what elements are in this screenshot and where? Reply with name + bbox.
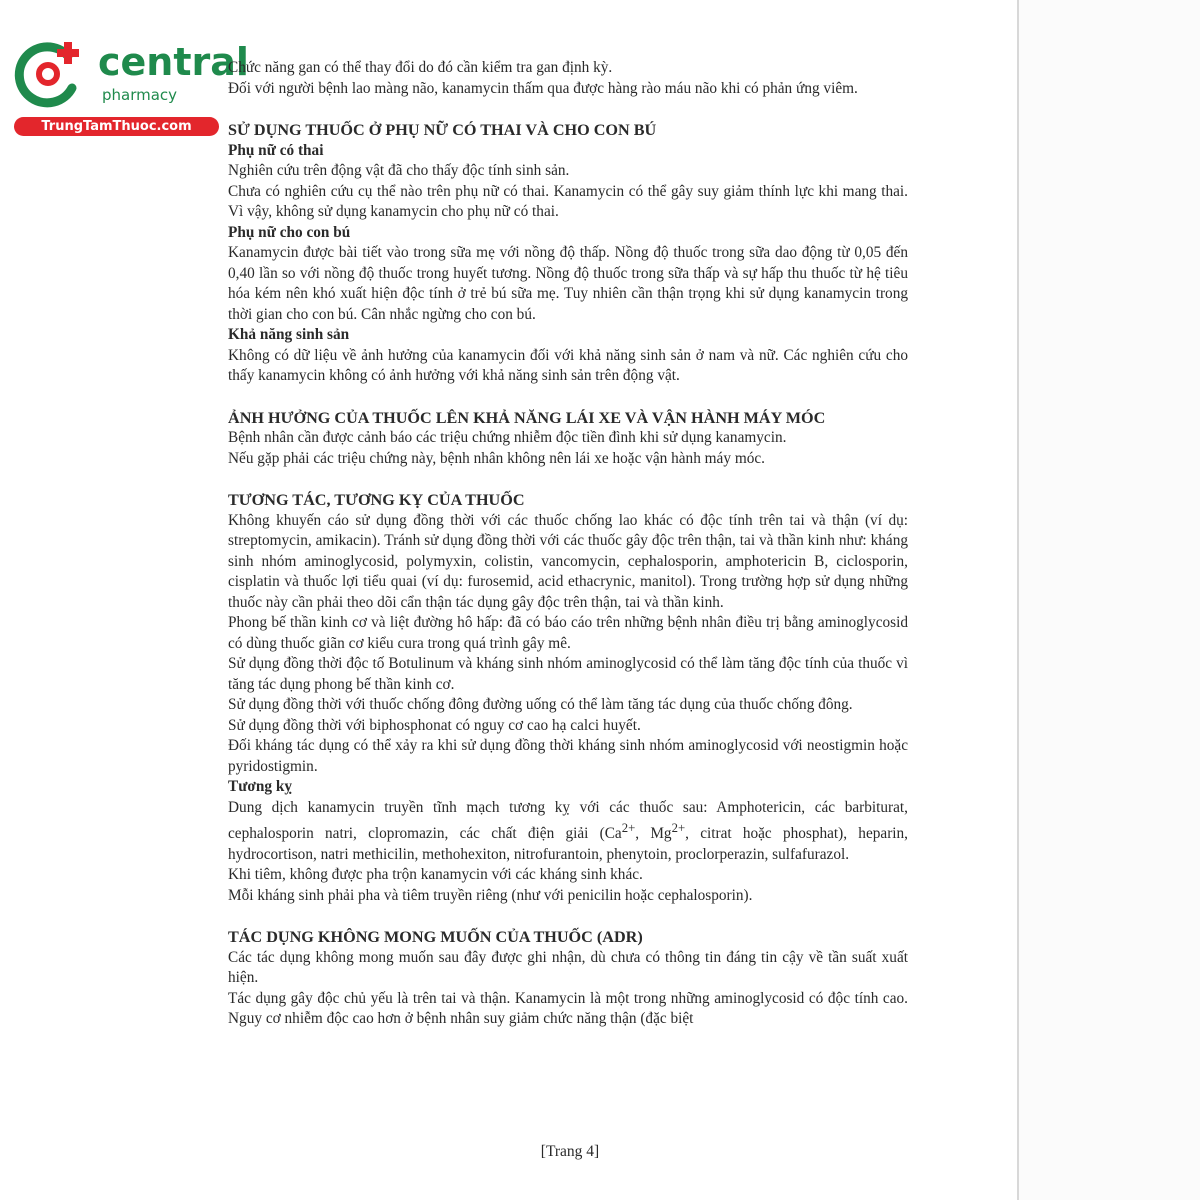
text-run: , Mg [635, 825, 672, 843]
paragraph: Đối kháng tác dụng có thể xảy ra khi sử dụng đồng thời kháng sinh nhóm aminoglycosid với neostigmin hoặc pyridostigmin. [228, 737, 908, 775]
paragraph: Sử dụng đồng thời với thuốc chống đông đường uống có thể làm tăng tác dụng của thuốc chống đông. [228, 696, 853, 713]
subheading-fertility: Khả năng sinh sản [228, 326, 350, 343]
paragraph: Phong bế thần kinh cơ và liệt đường hô hấp: đã có báo cáo trên những bệnh nhân điều trị bằng aminoglycosid có dùng thuốc giãn cơ kiểu cura trong quá trình gây mê. [228, 614, 908, 652]
paragraph: Chưa có nghiên cứu cụ thể nào trên phụ nữ có thai. Kanamycin có thể gây suy giảm thính lực khi mang thai. Vì vậy, không sử dụng kanamycin cho phụ nữ có thai. [228, 182, 908, 220]
subheading-pregnant: Phụ nữ có thai [228, 141, 324, 159]
brand-logo[interactable] [10, 34, 249, 138]
paragraph: Kanamycin được bài tiết vào trong sữa mẹ với nồng độ thấp. Nồng độ thuốc trong sữa dao động từ 0,05 đến 0,40 lần so với nồng độ thuốc trong huyết tương. Nồng độ thuốc trong sữa thấp và sự hấp thu thuốc từ hệ tiêu hóa kém nên khó xuất hiện độc tính ở trẻ bú sữa mẹ. Tuy nhiên cần thận trọng khi sử dụng kanamycin trong thời gian cho con bú. Cân nhắc ngừng cho con bú. [228, 244, 908, 323]
superscript: 2+ [671, 821, 686, 835]
paragraph: Tác dụng gây độc chủ yếu là trên tai và thận. Kanamycin là một trong những aminoglycosid có độc tính cao. Nguy cơ nhiễm độc cao hơn ở bệnh nhân suy giảm chức năng thận (đặc biệt [228, 989, 908, 1028]
section-heading-driving: ẢNH HƯỞNG CỦA THUỐC LÊN KHẢ NĂNG LÁI XE VÀ VẬN HÀNH MÁY MÓC [228, 408, 826, 427]
superscript: 2+ [621, 821, 636, 835]
section-heading-pregnancy: SỬ DỤNG THUỐC Ở PHỤ NỮ CÓ THAI VÀ CHO CON BÚ [228, 121, 657, 139]
paragraph: Mỗi kháng sinh phải pha và tiêm truyền riêng (như với penicilin hoặc cephalosporin). [228, 886, 753, 904]
brand-site-url: TrungTamThuoc.com [14, 117, 219, 136]
page-margin-area [1019, 0, 1200, 1200]
subheading-incompatibility: Tương kỵ [228, 778, 292, 795]
paragraph: Không có dữ liệu về ảnh hưởng của kanamycin đối với khả năng sinh sản ở nam và nữ. Các nghiên cứu cho thấy kanamycin không có ảnh hưởng với khả năng sinh sản trên động vật. [228, 346, 908, 384]
page-edge [1017, 0, 1019, 1200]
text-run: , citrat hoặc phosphat), heparin, hydrocortison, natri methicilin, methohexiton, nitrofurantoin, phenytoin, proclorperazin, sulfafurazol. [228, 825, 909, 863]
paragraph: Khi tiêm, không được pha trộn kanamycin với các kháng sinh khác. [228, 866, 643, 884]
intro-line-1: Chức năng gan có thể thay đổi do đó cần kiểm tra gan định kỳ. [228, 59, 613, 76]
paragraph: Bệnh nhân cần được cảnh báo các triệu chứng nhiễm độc tiền đình khi sử dụng kanamycin. [228, 429, 787, 446]
paragraph: Các tác dụng không mong muốn sau đây được ghi nhận, dù chưa có thông tin đáng tin cậy về tần suất xuất hiện. [228, 948, 908, 987]
pharmacy-cross-logo-icon [10, 36, 86, 112]
page-number: [Trang 4] [540, 1143, 600, 1160]
brand-name: central [98, 40, 249, 84]
paragraph: Sử dụng đồng thời với biphosphonat có nguy cơ cao hạ calci huyết. [228, 716, 641, 734]
intro-line-2: Đối với người bệnh lao màng não, kanamycin thấm qua được hàng rào máu não khi có phản ứng viêm. [228, 79, 858, 97]
paragraph: Sử dụng đồng thời độc tố Botulinum và kháng sinh nhóm aminoglycosid có thể làm tăng độc tính của thuốc vì tăng tác dụng phong bế thần kinh cơ. [228, 655, 908, 693]
document-body [228, 58, 908, 1030]
paragraph: Nghiên cứu trên động vật đã cho thấy độc tính sinh sản. [228, 162, 570, 179]
subheading-breastfeeding: Phụ nữ cho con bú [228, 223, 351, 241]
section-heading-adverse-effects: TÁC DỤNG KHÔNG MONG MUỐN CỦA THUỐC (ADR) [228, 928, 643, 947]
paragraph: Không khuyến cáo sử dụng đồng thời với các thuốc chống lao khác có độc tính trên tai và thận (ví dụ: streptomycin, amikacin). Tránh sử dụng đồng thời với các thuốc gây độc trên thận, tai và thần kinh như: kháng sinh nhóm aminoglycosid, polymyxin, colistin, vancomycin, cephalosporin, amphotericin B, ciclosporin, cisplatin và thuốc lợi tiểu quai (ví dụ: furosemid, acid ethacrynic, manitol). Trong trường hợp sử dụng những thuốc này cần phải theo dõi cẩn thận tác dụng gây độc trên thận, tai và thần kinh. [228, 511, 908, 611]
paragraph-incompatibility [228, 798, 908, 866]
section-heading-interactions: TƯƠNG TÁC, TƯƠNG KỴ CỦA THUỐC [228, 491, 525, 509]
paragraph: Nếu gặp phải các triệu chứng này, bệnh nhân không nên lái xe hoặc vận hành máy móc. [228, 449, 765, 467]
brand-subtitle: pharmacy [102, 86, 178, 104]
text-run: Dung dịch kanamycin truyền tĩnh mạch tương kỵ với các thuốc sau: Amphotericin, các barbiturat, cephalosporin natri, clopromazin, các chất điện giải (Ca [228, 798, 908, 843]
